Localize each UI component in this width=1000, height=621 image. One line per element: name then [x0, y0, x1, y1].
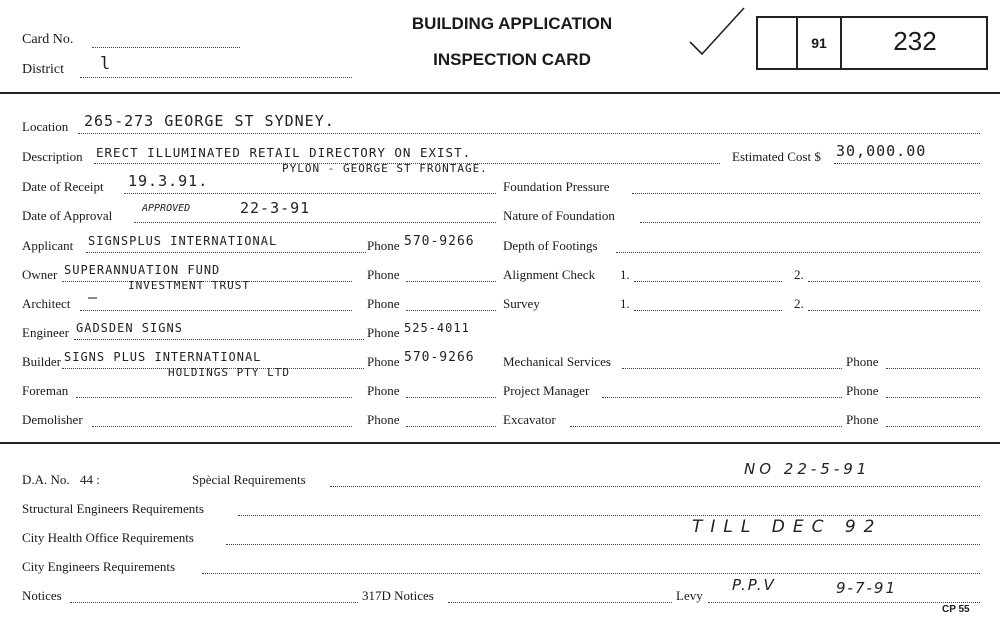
location-field[interactable] — [78, 133, 980, 134]
levy-value: P.P.V — [732, 576, 776, 594]
card-no-label: Card No. — [22, 32, 74, 47]
applicant-label: Applicant — [22, 238, 74, 253]
owner-label: Owner — [22, 267, 58, 282]
structural-field[interactable] — [238, 515, 980, 516]
estimated-cost-field[interactable] — [834, 163, 980, 164]
special-value: NO 22-5-91 — [744, 460, 871, 478]
levy-date: 9-7-91 — [836, 579, 897, 597]
receipt-value: 19.3.91. — [128, 172, 209, 190]
owner-value-2: INVESTMENT TRUST — [128, 279, 250, 292]
form-title: BUILDING APPLICATION — [411, 14, 613, 33]
district-field[interactable] — [80, 77, 352, 78]
project-manager-phone-field[interactable] — [886, 397, 980, 398]
notices-317d-label: 317D Notices — [362, 588, 434, 603]
architect-phone-field[interactable] — [406, 310, 496, 311]
depth-footings-field[interactable] — [616, 252, 980, 253]
architect-phone-label: Phone — [367, 296, 400, 311]
architect-label: Architect — [22, 296, 71, 311]
builder-label: Builder — [22, 354, 61, 369]
city-eng-field[interactable] — [202, 573, 980, 574]
mechanical-field[interactable] — [622, 368, 842, 369]
estimated-cost-label: Estimated Cost $ — [732, 149, 821, 164]
project-manager-phone-label: Phone — [846, 383, 879, 398]
project-manager-field[interactable] — [602, 397, 842, 398]
nature-foundation-field[interactable] — [640, 222, 980, 223]
notices-label: Notices — [22, 588, 62, 603]
alignment-check-2-field[interactable] — [808, 281, 980, 282]
health-field[interactable] — [226, 544, 980, 545]
special-field[interactable] — [330, 486, 980, 487]
builder-value: SIGNS PLUS INTERNATIONAL — [64, 350, 262, 364]
owner-value: SUPERANNUATION FUND — [64, 263, 221, 277]
health-value: TILL DEC 92 — [692, 517, 883, 537]
applicant-field[interactable] — [86, 252, 366, 253]
description-value: ERECT ILLUMINATED RETAIL DIRECTORY ON EXIST. — [96, 145, 472, 160]
mechanical-phone-label: Phone — [846, 354, 879, 369]
survey-1-field[interactable] — [634, 310, 782, 311]
foundation-pressure-field[interactable] — [632, 193, 980, 194]
foreman-label: Foreman — [22, 383, 69, 398]
owner-phone-field[interactable] — [406, 281, 496, 282]
foreman-phone-field[interactable] — [406, 397, 496, 398]
special-label: Spècial Requirements — [192, 472, 306, 487]
demolisher-phone-field[interactable] — [406, 426, 496, 427]
description-label: Description — [22, 149, 83, 164]
city-eng-label: City Engineers Requirements — [22, 559, 176, 574]
section-divider — [0, 442, 1000, 444]
card-year: 91 — [811, 35, 827, 51]
engineer-label: Engineer — [22, 325, 69, 340]
check-mark-icon — [686, 4, 750, 60]
notices-317d-field[interactable] — [448, 602, 672, 603]
card-no-field[interactable] — [92, 47, 240, 48]
levy-field[interactable] — [708, 602, 980, 603]
foreman-phone-label: Phone — [367, 383, 400, 398]
architect-value: — — [88, 288, 99, 306]
location-value: 265-273 GEORGE ST SYDNEY. — [84, 112, 335, 130]
survey-2-field[interactable] — [808, 310, 980, 311]
demolisher-label: Demolisher — [22, 412, 83, 427]
health-label: City Health Office Requirements — [22, 530, 194, 545]
district-value: l — [100, 54, 112, 74]
owner-phone-label: Phone — [367, 267, 400, 282]
alignment-label: Alignment Check — [503, 267, 596, 282]
card-number: 232 — [893, 26, 937, 56]
estimated-cost-value: 30,000.00 — [836, 142, 927, 160]
receipt-label: Date of Receipt — [22, 179, 104, 194]
engineer-field[interactable] — [74, 339, 364, 340]
applicant-phone-label: Phone — [367, 238, 400, 253]
excavator-label: Excavator — [503, 412, 556, 427]
location-label: Location — [22, 119, 69, 134]
da-value: 44 : — [80, 472, 100, 487]
district-label: District — [22, 62, 64, 77]
survey-1-label: 1. — [620, 296, 630, 311]
approval-label: Date of Approval — [22, 208, 113, 223]
project-manager-label: Project Manager — [503, 383, 590, 398]
builder-value-2: HOLDINGS PTY LTD — [168, 366, 290, 379]
description-value-2: PYLON - GEORGE ST FRONTAGE. — [282, 162, 488, 175]
structural-label: Structural Engineers Requirements — [22, 501, 204, 516]
header-divider — [0, 92, 1000, 94]
survey-2-label: 2. — [794, 296, 804, 311]
approval-value: 22-3-91 — [240, 199, 311, 217]
foreman-field[interactable] — [76, 397, 352, 398]
engineer-phone: 525-4011 — [404, 321, 470, 335]
demolisher-phone-label: Phone — [367, 412, 400, 427]
depth-footings-label: Depth of Footings — [503, 238, 598, 253]
engineer-value: GADSDEN SIGNS — [76, 321, 183, 335]
excavator-phone-label: Phone — [846, 412, 879, 427]
mechanical-phone-field[interactable] — [886, 368, 980, 369]
form-code: CP 55 — [942, 604, 970, 615]
demolisher-field[interactable] — [92, 426, 352, 427]
approval-field[interactable] — [134, 222, 496, 223]
alignment-check-1-field[interactable] — [634, 281, 782, 282]
approval-note: APPROVED — [142, 203, 191, 214]
engineer-phone-label: Phone — [367, 325, 400, 340]
applicant-value: SIGNSPLUS INTERNATIONAL — [88, 234, 278, 248]
notices-field[interactable] — [70, 602, 358, 603]
da-label: D.A. No. — [22, 472, 70, 487]
mechanical-label: Mechanical Services — [503, 354, 611, 369]
excavator-phone-field[interactable] — [886, 426, 980, 427]
survey-label: Survey — [503, 296, 540, 311]
excavator-field[interactable] — [570, 426, 842, 427]
builder-phone-label: Phone — [367, 354, 400, 369]
form-subtitle: INSPECTION CARD — [433, 50, 591, 69]
builder-phone: 570-9266 — [404, 350, 475, 365]
foundation-pressure-label: Foundation Pressure — [503, 179, 610, 194]
architect-field[interactable] — [80, 310, 352, 311]
applicant-phone: 570-9266 — [404, 234, 475, 249]
receipt-field[interactable] — [124, 193, 496, 194]
nature-foundation-label: Nature of Foundation — [503, 208, 615, 223]
alignment-check-1-label: 1. — [620, 267, 630, 282]
alignment-check-2-label: 2. — [794, 267, 804, 282]
levy-label: Levy — [676, 588, 703, 603]
